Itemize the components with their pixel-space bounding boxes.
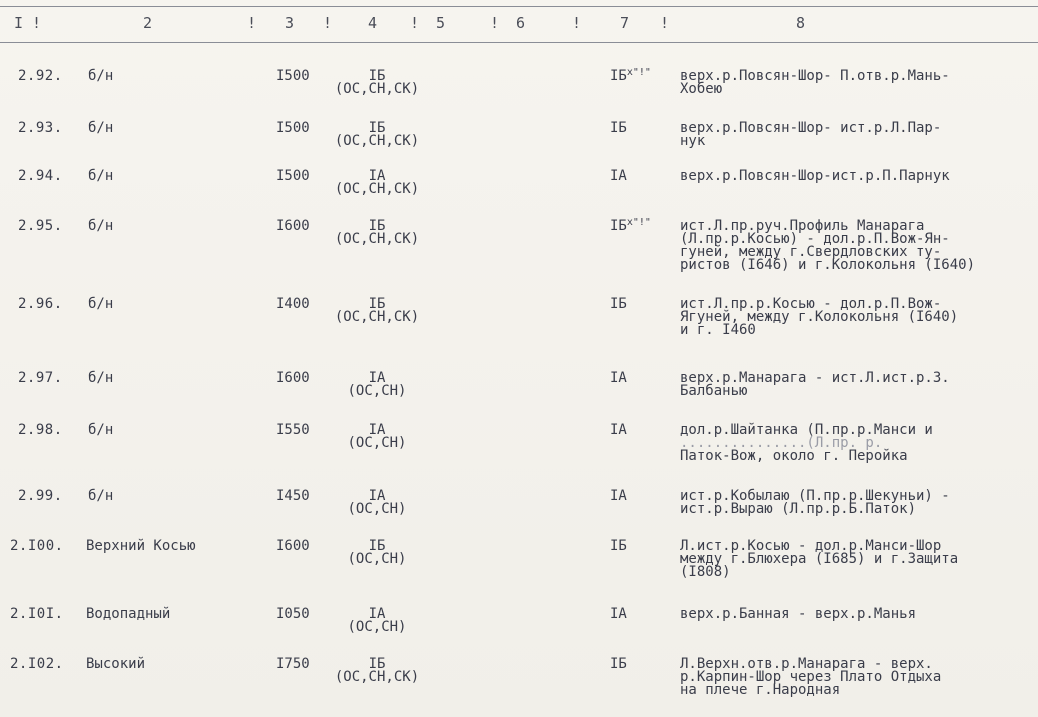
pass-category-col7: IА xyxy=(610,422,627,438)
pass-description: ист.Л.пр.р.Косью - дол.р.П.Вож- Ягуней, между г.Колокольня (I640) и г. I460 xyxy=(680,296,959,338)
pass-name: б/н xyxy=(88,296,114,312)
pass-category: IБ (ОС,СН,СК) xyxy=(334,656,420,685)
pass-name: б/н xyxy=(88,168,114,184)
pass-number: 2.92. xyxy=(18,68,63,84)
pass-category: IБ (ОС,СН,СК) xyxy=(334,218,420,247)
pass-name: б/н xyxy=(88,218,114,234)
pass-description: ист.р.Кобылаю (П.пр.р.Шекуньи) - ист.р.Выраю (Л.пр.р.Б.Паток) xyxy=(680,488,950,517)
pass-name: б/н xyxy=(88,488,114,504)
pass-name: б/н xyxy=(88,120,114,136)
pass-description: верх.р.Манарага - ист.Л.ист.р.З. Балбанью xyxy=(680,370,950,399)
pass-number: 2.I02. xyxy=(10,656,64,672)
pass-number: 2.97. xyxy=(18,370,63,386)
header-col-6: 6 xyxy=(516,14,526,32)
pass-description: верх.р.Банная - верх.р.Манья xyxy=(680,606,917,622)
pass-category-col7: IА xyxy=(610,606,627,622)
header-col-4: 4 xyxy=(368,14,378,32)
pass-number: 2.94. xyxy=(18,168,63,184)
pass-number: 2.98. xyxy=(18,422,63,438)
pass-description: ист.Л.пр.руч.Профиль Манарага (Л.пр.р.Косью) - дол.р.П.Вож-Ян- гуней, между г.Свердловских ту- ристов (I646) и г.Колокольня (I640) xyxy=(680,218,976,273)
pass-category: IБ (ОС,СН,СК) xyxy=(334,296,420,325)
pass-number: 2.I0I. xyxy=(10,606,64,622)
pass-height: I750 xyxy=(276,656,310,672)
table-header xyxy=(0,14,1038,38)
header-bottom-rule xyxy=(0,42,1038,43)
pass-description: верх.р.Повсян-Шор- ист.р.Л.Пар- нук xyxy=(680,120,942,149)
pass-name: б/н xyxy=(88,422,114,438)
pass-number: 2.99. xyxy=(18,488,63,504)
pass-name: б/н xyxy=(88,68,114,84)
pass-category: IБ (ОС,СН,СК) xyxy=(334,68,420,97)
pass-name: Высокий xyxy=(86,656,146,672)
header-top-rule xyxy=(0,6,1038,7)
pass-number: 2.95. xyxy=(18,218,63,234)
pass-description: верх.р.Повсян-Шор-ист.р.П.Парнук xyxy=(680,168,950,184)
pass-category-col7: IА xyxy=(610,370,627,386)
pass-category: IА (ОС,СН,СК) xyxy=(334,168,420,197)
pass-category-col7: IА xyxy=(610,488,627,504)
pass-category-col7: $IБ^{х"!"}$ xyxy=(610,67,651,84)
header-separator: ! xyxy=(572,14,582,32)
header-col-7: 7 xyxy=(620,14,630,32)
pass-description: Л.Верхн.отв.р.Манарага - верх. р.Карпин-Шор через Плато Отдыха на плече г.Народная xyxy=(680,656,942,698)
header-separator: ! xyxy=(660,14,670,32)
header-col-3: 3 xyxy=(285,14,295,32)
pass-category: IБ (ОС,СН) xyxy=(347,538,407,567)
pass-category-col7: IБ xyxy=(610,296,627,312)
pass-height: I500 xyxy=(276,68,310,84)
header-separator: ! xyxy=(247,14,257,32)
pass-category: IА (ОС,СН) xyxy=(347,422,407,451)
pass-category: IА (ОС,СН) xyxy=(347,370,407,399)
pass-description: верх.р.Повсян-Шор- П.отв.р.Мань- Хобею xyxy=(680,68,950,97)
header-col-2: 2 xyxy=(143,14,153,32)
pass-number: 2.96. xyxy=(18,296,63,312)
pass-category: IА (ОС,СН) xyxy=(347,488,407,517)
header-col-5: 5 xyxy=(436,14,446,32)
pass-category: IБ (ОС,СН,СК) xyxy=(334,120,420,149)
header-col-1: I ! xyxy=(14,14,42,32)
pass-category-col7: IБ xyxy=(610,538,627,554)
pass-name: Водопадный xyxy=(86,606,171,622)
pass-height: I600 xyxy=(276,218,310,234)
pass-height: I500 xyxy=(276,120,310,136)
header-separator: ! xyxy=(323,14,333,32)
pass-height: I050 xyxy=(276,606,310,622)
pass-number: 2.I00. xyxy=(10,538,64,554)
pass-name: Верхний Косью xyxy=(86,538,196,554)
pass-number: 2.93. xyxy=(18,120,63,136)
pass-category: IА (ОС,СН) xyxy=(347,606,407,635)
pass-description: Л.ист.р.Косью - дол.р.Манси-Шор между г.Блюхера (I685) и г.Защита (I808) xyxy=(680,538,959,580)
pass-height: I600 xyxy=(276,370,310,386)
pass-description: дол.р.Шайтанка (П.пр.р.Манси и ...............(Л.пр. р. Паток-Вож, около г. Перойка xyxy=(680,422,933,464)
header-separator: ! xyxy=(490,14,500,32)
pass-category-col7: IБ xyxy=(610,120,627,136)
pass-category-col7: IБ xyxy=(610,656,627,672)
pass-height: I400 xyxy=(276,296,310,312)
pass-height: I500 xyxy=(276,168,310,184)
pass-height: I450 xyxy=(276,488,310,504)
header-separator: ! xyxy=(410,14,420,32)
header-col-8: 8 xyxy=(796,14,806,32)
pass-category-col7: $IБ^{х"!"}$ xyxy=(610,217,651,234)
pass-category-col7: IА xyxy=(610,168,627,184)
pass-height: I600 xyxy=(276,538,310,554)
pass-name: б/н xyxy=(88,370,114,386)
pass-height: I550 xyxy=(276,422,310,438)
